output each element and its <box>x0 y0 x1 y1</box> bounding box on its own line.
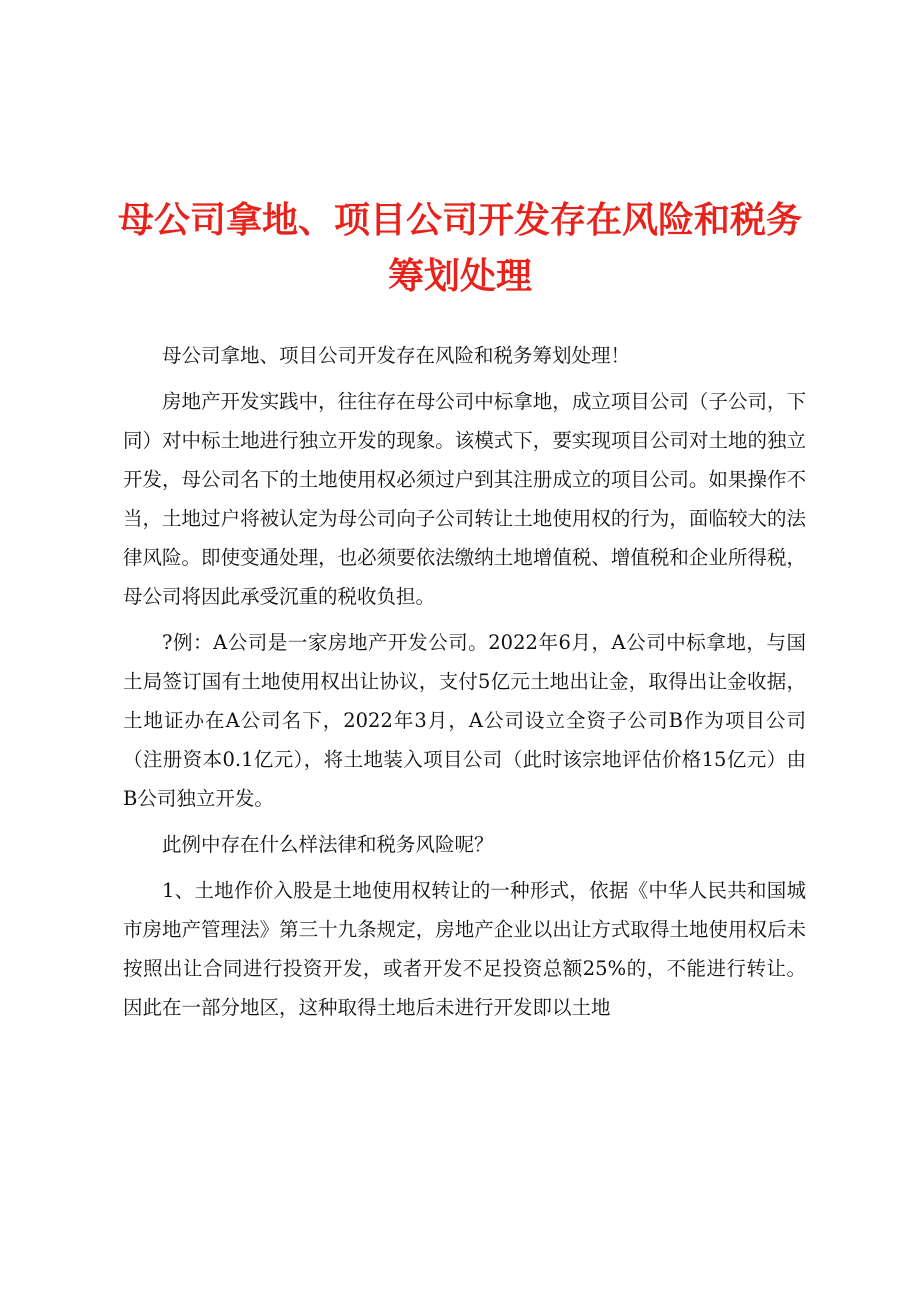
document-title: 母公司拿地、项目公司开发存在风险和税务筹划处理 <box>117 199 802 297</box>
paragraph: ?例：A公司是一家房地产开发公司。2022年6月，A公司中标拿地，与国土局签订国有土地使用权出让协议，支付5亿元土地出让金，取得出让金收据，土地证办在A公司名下，2022年3月，A公司设立全资子公司B作为项目公司（注册资本0.1亿元），将土地装入项目公司（此时该宗地评估价格15亿元）由B公司独立开发。 <box>123 631 806 810</box>
paragraph: 此例中存在什么样法律和税务风险呢？ <box>162 833 494 856</box>
paragraph: 房地产开发实践中，往往存在母公司中标拿地，成立项目公司（子公司，下同）对中标土地进行独立开发的现象。该模式下，要实现项目公司对土地的独立开发，母公司名下的土地使用权必须过户到其注册成立的项目公司。如果操作不当，土地过户将被认定为母公司向子公司转让土地使用权的行为，面临较大的法律风险。即使变通处理，也必须要依法缴纳土地增值税、增值税和企业所得税，母公司将因此承受沉重的税收负担。 <box>123 390 806 608</box>
document-body <box>123 336 806 1027</box>
paragraph: 母公司拿地、项目公司开发存在风险和税务筹划处理！ <box>162 344 631 367</box>
paragraph: 1、土地作价入股是土地使用权转让的一种形式，依据《中华人民共和国城市房地产管理法》第三十九条规定，房地产企业以出让方式取得土地使用权后未按照出让合同进行投资开发，或者开发不足投资总额25%的，不能进行转让。因此在一部分地区，这种取得土地后未进行开发即以土地 <box>123 879 806 1019</box>
